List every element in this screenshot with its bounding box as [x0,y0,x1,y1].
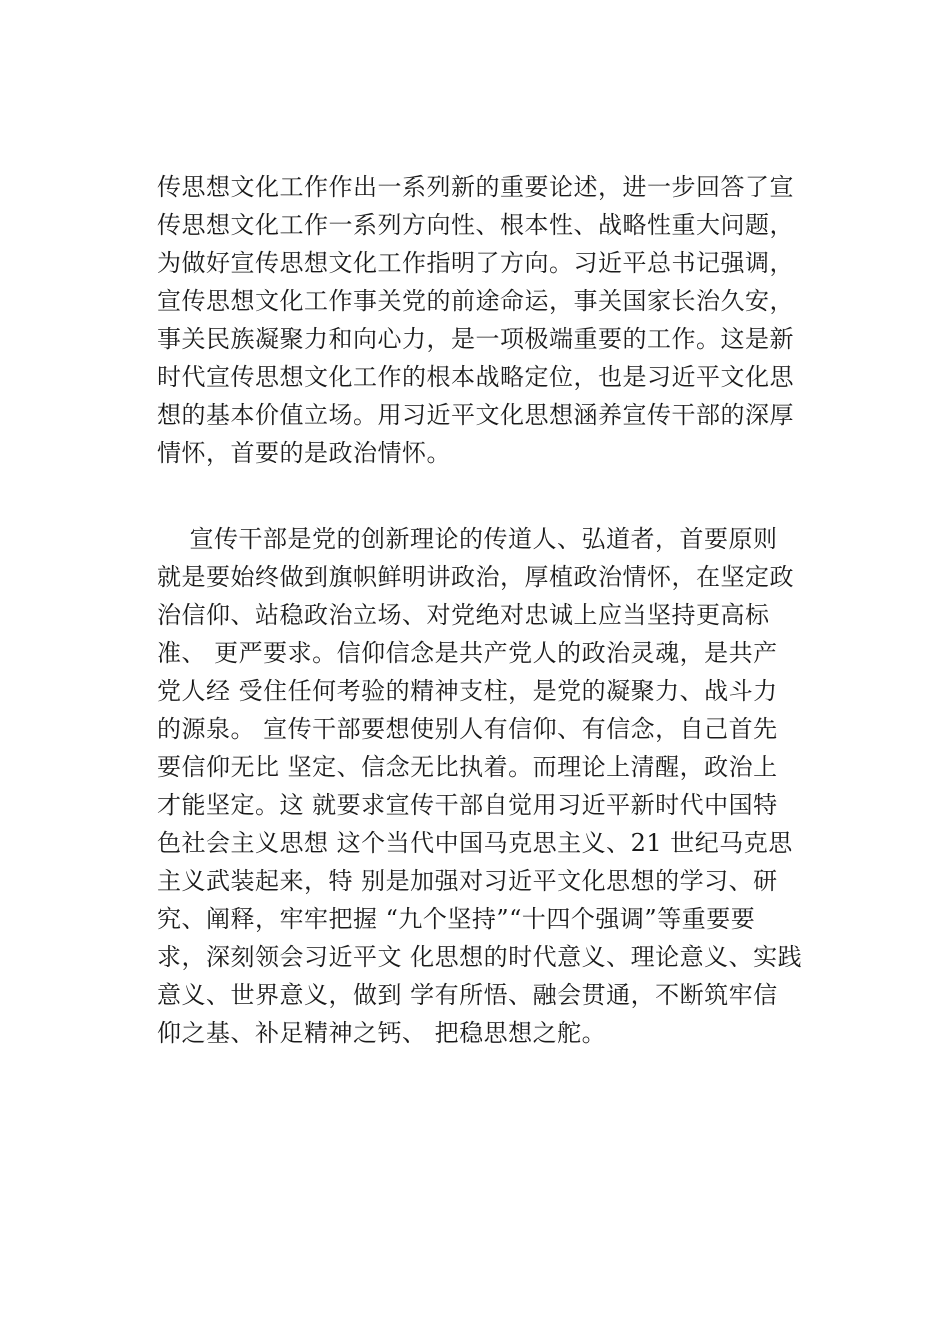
paragraph-1 [157,168,837,472]
paragraph-1-line: 为做好宣传思想文化工作指明了方向。习近平总书记强调， [157,249,794,277]
paragraph-2-line: 仰之基、补足精神之钙、 把稳思想之舵。 [157,1019,607,1047]
paragraph-2-line: 准、 更严要求。信仰信念是共产党人的政治灵魂，是共产 [157,639,778,667]
paragraph-1-line: 传思想文化工作作出一系列新的重要论述，进一步回答了宣 [157,173,794,201]
paragraph-2-line: 的源泉。 宣传干部要想使别人有信仰、有信念，自己首先 [157,715,778,743]
paragraph-2-line: 究、阐释，牢牢把握 “九个坚持”“十四个强调”等重要要 [157,905,756,933]
paragraph-2-line: 才能坚定。这 就要求宣传干部自觉用习近平新时代中国特 [157,791,778,819]
paragraph-2-line: 色社会主义思想 这个当代中国马克思主义、21 世纪马克思 [157,829,793,857]
paragraph-2-line: 就是要始终做到旗帜鲜明讲政治，厚植政治情怀，在坚定政 [157,563,794,591]
paragraph-2-line: 要信仰无比 坚定、信念无比执着。而理论上清醒，政治上 [157,753,778,781]
paragraph-2-line: 主义武装起来，特 别是加强对习近平文化思想的学习、研 [157,867,778,895]
paragraph-2-line: 求，深刻领会习近平文 化思想的时代意义、理论意义、实践 [157,943,803,971]
paragraph-2-line: 党人经 受住任何考验的精神支柱，是党的凝聚力、战斗力 [157,677,778,705]
paragraph-1-line: 时代宣传思想文化工作的根本战略定位，也是习近平文化思 [157,363,794,391]
paragraph-1-line: 想的基本价值立场。用习近平文化思想涵养宣传干部的深厚 [157,401,794,429]
paragraph-2-line: 治信仰、站稳政治立场、对党绝对忠诚上应当坚持更高标 [157,601,770,629]
paragraph-1-line: 宣传思想文化工作事关党的前途命运，事关国家长治久安， [157,287,794,315]
paragraph-2 [157,520,837,1052]
paragraph-1-line: 情怀，首要的是政治情怀。 [157,439,451,467]
paragraph-1-line: 事关民族凝聚力和向心力，是一项极端重要的工作。这是新 [157,325,794,353]
paragraph-2-line: 宣传干部是党的创新理论的传道人、弘道者，首要原则 [157,525,778,553]
paragraph-2-line: 意义、世界意义，做到 学有所悟、融会贯通，不断筑牢信 [157,981,778,1009]
paragraph-1-line: 传思想文化工作一系列方向性、根本性、战略性重大问题， [157,211,794,239]
